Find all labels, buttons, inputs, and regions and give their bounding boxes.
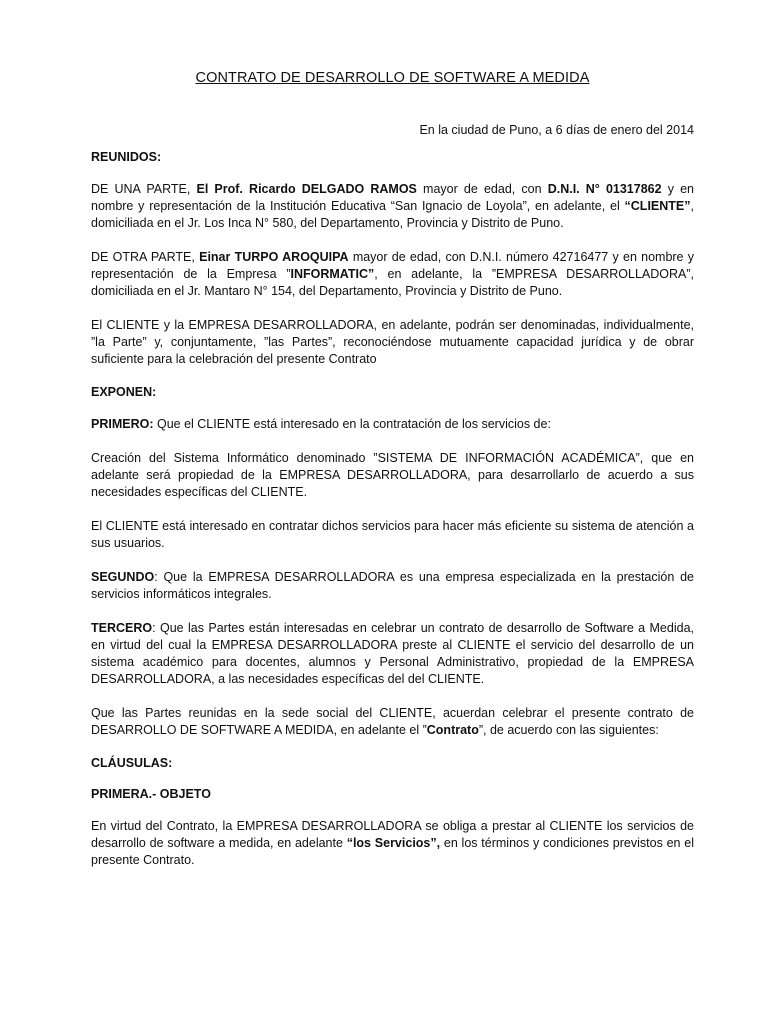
text-run: : Que las Partes están interesadas en celebrar un contrato de desarrollo de Software a Medida, en virtud del cual la EMPRESA DESARROLLADORA preste al CLIENTE el servicio del desarrollo de un sistema académico para docentes, alumnos y Personal Administrativo, propiedad de la EMPRESA DESARROLLADORA, a las necesidades específicas del del CLIENTE. — [91, 621, 694, 686]
client-dni: D.N.I. N° 01317862 — [547, 182, 662, 196]
paragraph-otra-parte — [91, 249, 694, 300]
primero-label: PRIMERO: — [91, 417, 154, 431]
text-run: y en nombre y representación de la Institución Educativa “San Ignacio de Loyola”, en adelante, el — [91, 182, 694, 213]
heading-reunidos: REUNIDOS: — [91, 150, 162, 164]
paragraph-partes: El CLIENTE y la EMPRESA DESARROLLADORA, en adelante, podrán ser denominadas, individualmente, ”la Parte” y, conjuntamente, ”las Partes”, reconociéndose mutuamente capacidad jurídica y de obrar suficiente para la celebración del presente Contrato — [91, 318, 694, 366]
tercero-label: TERCERO — [91, 621, 153, 635]
text-run: DE OTRA PARTE, — [91, 250, 200, 264]
text-run: Que las Partes reunidas en la sede social del CLIENTE, acuerdan celebrar el presente contrato de DESARROLLO DE SOFTWARE A MEDIDA, en adelante el ” — [91, 706, 694, 737]
cliente-term: “CLIENTE” — [624, 199, 691, 213]
contrato-term: Contrato — [426, 723, 479, 737]
text-run: mayor de edad, con D.N.I. número 42716477 y en nombre y representación de la Empresa ” — [91, 250, 694, 281]
client-name: El Prof. Ricardo DELGADO RAMOS — [196, 182, 417, 196]
paragraph-reunidas — [91, 705, 694, 739]
paragraph-interes: El CLIENTE está interesado en contratar dichos servicios para hacer más eficiente su sistema de atención a sus usuarios. — [91, 519, 694, 550]
document-title: CONTRATO DE DESARROLLO DE SOFTWARE A MEDIDA — [195, 70, 590, 86]
text-run: : Que la EMPRESA DESARROLLADORA es una empresa especializada en la prestación de servicios informáticos integrales. — [91, 570, 694, 601]
company-name: INFORMATIC” — [290, 267, 375, 281]
heading-clausulas: CLÁUSULAS: — [91, 756, 173, 770]
text-run: , domiciliada en el Jr. Los Inca N° 580, del Departamento, Provincia y Distrito de Puno. — [91, 199, 694, 230]
text-run: ”, de acuerdo con las siguientes: — [478, 723, 659, 737]
text-run: Que el CLIENTE está interesado en la contratación de los servicios de: — [153, 417, 551, 431]
servicios-term: “los Servicios”, — [346, 836, 441, 850]
text-run: mayor de edad, con — [416, 182, 548, 196]
paragraph-tercero — [91, 620, 694, 688]
paragraph-una-parte — [91, 181, 694, 232]
segundo-label: SEGUNDO — [91, 570, 155, 584]
heading-primera-objeto: PRIMERA.- OBJETO — [91, 787, 211, 801]
text-run: En virtud del Contrato, la EMPRESA DESARROLLADORA se obliga a prestar al CLIENTE los servicios de desarrollo de software a medida, en adelante — [91, 819, 694, 850]
heading-exponen: EXPONEN: — [91, 385, 157, 399]
paragraph-creacion: Creación del Sistema Informático denominado ”SISTEMA DE INFORMACIÓN ACADÉMICA”, que en adelante será propiedad de la EMPRESA DESARROLLADORA, para desarrollarlo de acuerdo a sus necesidades específicas del CLIENTE. — [91, 451, 694, 499]
date-line: En la ciudad de Puno, a 6 días de enero del 2014 — [419, 123, 694, 137]
paragraph-segundo — [91, 569, 694, 603]
text-run: , en adelante, la ”EMPRESA DESARROLLADORA”, domiciliada en el Jr. Mantaro N° 154, del Departamento, Provincia y Distrito de Puno. — [91, 267, 694, 298]
paragraph-primero — [91, 416, 694, 433]
paragraph-primera — [91, 818, 694, 869]
text-run: DE UNA PARTE, — [91, 182, 197, 196]
developer-name: Einar TURPO AROQUIPA — [199, 250, 349, 264]
text-run: en los términos y condiciones previstos en el presente Contrato. — [91, 836, 694, 867]
